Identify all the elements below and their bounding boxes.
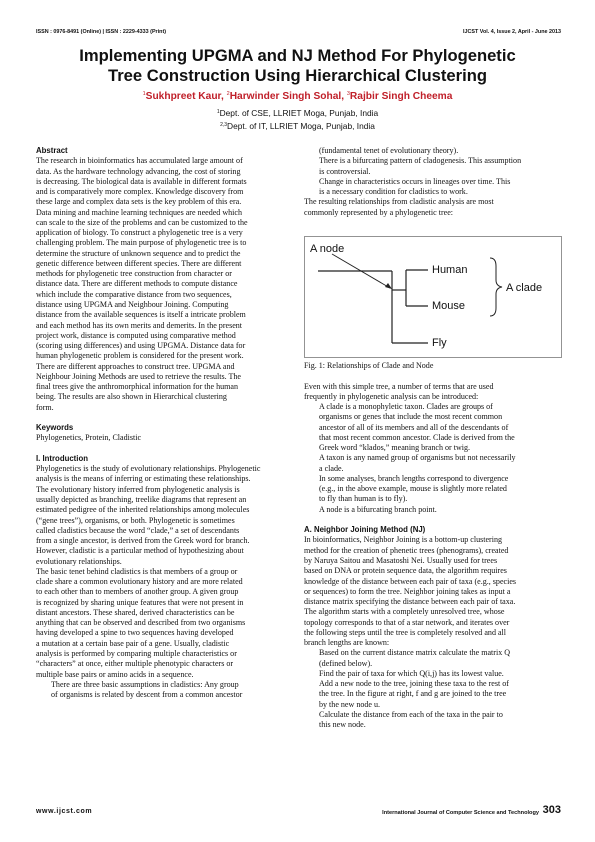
intro-line: The evolutionary history inferred from phylogenetic analysis is — [36, 484, 240, 494]
abstract-line: which include the comparative distance from two sequences, — [36, 289, 232, 299]
intro-line: called cladistics because the word “clade,” a set of descendants — [36, 525, 240, 535]
body-line: commonly represented by a phylogenetic tree: — [304, 207, 454, 217]
abstract-line: human phylogenetic problem is considered for the present work. — [36, 351, 244, 361]
nj-line: method for the creation of phenetic trees (phenograms), created — [304, 545, 509, 555]
abstract-line: methods for phylogenetic tree construction from character or — [36, 269, 232, 279]
bullet-line: • There is a bifurcating pattern of cladogenesis. This assumption — [319, 156, 562, 166]
nj-step-2 — [304, 669, 562, 710]
bullet-line: is controversial. — [319, 166, 371, 176]
title-line-1: Implementing UPGMA and NJ Method For Phylogenetic — [79, 46, 516, 65]
keywords-text: Phylogenetics, Protein, Cladistic — [36, 433, 142, 443]
bullet-line: a clade. — [319, 463, 344, 473]
intro-line: to each other than to members of another group. A given group — [36, 587, 239, 597]
abstract-line: these large and complex data sets is the key problem of this era. — [36, 197, 242, 207]
affiliation-2 — [20, 121, 575, 131]
abstract-body — [36, 156, 294, 413]
abstract-line: and is comparatively more complex. Knowledge discovery from — [36, 187, 244, 197]
nj-line: In bioinformatics, Neighbor Joining is a bottom-up clustering — [304, 535, 503, 545]
affiliation-1 — [20, 108, 575, 118]
author-3: Rajbir Singh Cheema — [349, 91, 453, 102]
bullet-line: is a necessary condition for cladistics to work. — [319, 187, 468, 197]
nj-line: branch lengths are known: — [304, 638, 390, 648]
assumption-bullet-1-continued — [304, 146, 562, 156]
abstract-line: is decreasing. The biological data is available in different formats — [36, 176, 247, 186]
abstract-line: and each method has its own merits and demerits. In the present — [36, 320, 243, 330]
intro-line: evolutionary relationships. — [36, 556, 122, 566]
bullet-line: • A clade is a monophyletic taxon. Clades are groups of — [319, 402, 562, 412]
nj-line: The algorithm starts with a completely unresolved tree, whose — [304, 607, 505, 617]
assumption-bullet-3 — [304, 177, 562, 198]
bullet-line: the tree. In the figure at right, f and g are joined to the tree — [319, 689, 507, 699]
bullet-line: to fly than human is to fly). — [319, 494, 408, 504]
body-line: frequently in phylogenetic analysis can be introduced: — [304, 391, 479, 401]
nj-step-1 — [304, 648, 562, 669]
title-line-2: Tree Construction Using Hierarchical Clustering — [108, 66, 487, 85]
bullet-line: • Based on the current distance matrix calculate the matrix Q — [319, 648, 562, 658]
abstract-line: Data mining and machine learning techniques are needed which — [36, 207, 243, 217]
term-clade — [304, 402, 562, 453]
right-column — [304, 146, 562, 218]
intro-line: distant ancestors. These shared, derived characteristics can be — [36, 607, 235, 617]
nj-step-3 — [304, 710, 562, 731]
neighbor-joining-heading: A. Neighbor Joining Method (NJ) — [304, 525, 426, 535]
introduction-heading: I. Introduction — [36, 453, 88, 463]
abstract-line: Neighbour Joining Methods are used to retrieve the results. The — [36, 371, 241, 381]
abstract-line: application of biology. To construct a phylogenetic tree is a very — [36, 228, 243, 238]
mouse-label: Mouse — [432, 300, 466, 312]
abstract-line: There are different approaches to construct tree. UPGMA and — [36, 361, 235, 371]
abstract-line: distance data. There are different methods to compute distance — [36, 279, 238, 289]
intro-line: analysis is performed by comparing multiple characteristics or — [36, 648, 237, 658]
bullet-line: (fundamental tenet of evolutionary theory). — [319, 146, 459, 155]
nj-line: by Naruya Saitou and Masatoshi Nei. Usually used for trees — [304, 556, 498, 566]
intro-line: is recognized by sharing unique features that were not present in — [36, 597, 244, 607]
header-journal-issue: IJCST Vol. 4, Issue 2, April - June 2013 — [463, 29, 561, 35]
abstract-line: project work, distance is computed using comparative method — [36, 330, 236, 340]
page-number: 303 — [542, 804, 561, 816]
bullet-line: • In some analyses, branch lengths correspond to divergence — [319, 474, 562, 484]
intro-line: anything that can be observed and described from two organisms — [36, 618, 246, 628]
intro-line: having developed a spine to two sequences having developed — [36, 628, 234, 638]
intro-line: The basic tenet behind cladistics is that members of a group or — [36, 566, 238, 576]
introduction-body — [36, 464, 294, 680]
abstract-line: can scale to the size of the problems and can be customized to the — [36, 217, 248, 227]
bullet-line: ancestor of all of its members and all of the descendants of — [319, 422, 509, 432]
nj-line: distance matrix specifying the distance between each pair of taxa. — [304, 597, 516, 607]
footer-journal-name: International Journal of Computer Science and Technology — [382, 810, 539, 816]
author-1: Sukhpreet Kaur, — [145, 91, 227, 102]
abstract-line: genetic difference between different species. There are different — [36, 258, 242, 268]
affiliation-1-text: Dept. of CSE, LLRIET Moga, Punjab, India — [219, 108, 379, 118]
author-1-sup: 1 — [142, 91, 146, 97]
node-label: A node — [310, 243, 345, 255]
term-branch-lengths — [304, 474, 562, 505]
figure-caption: Fig. 1: Relationships of Clade and Node — [304, 361, 434, 370]
abstract-line: (scoring using differences) and using UPGMA. Distance data for — [36, 341, 246, 351]
nj-line: topology corresponds to that of a star network, and iterates over — [304, 617, 510, 627]
bullet-line: Add a new node to the tree, joining these taxa to the rest of — [319, 679, 509, 689]
intro-line: (“gene trees”), organisms, or both. Phylogenetic is sometimes — [36, 515, 235, 525]
assumption-bullet-1 — [36, 680, 294, 701]
intro-line: multiple base pairs or amino acids in a sequence. — [36, 669, 194, 679]
author-2: Harwinder Singh Sohal, — [229, 91, 347, 102]
left-column — [36, 146, 294, 700]
human-label: Human — [432, 264, 468, 276]
intro-line: from a single ancestor, is derived from the Greek word for branch. — [36, 536, 250, 546]
body-line: Even with this simple tree, a number of terms that are used — [304, 381, 494, 391]
header-issn: ISSN : 0976-8491 (Online) | ISSN : 2229-4333 (Print) — [36, 29, 167, 35]
abstract-line: being. The results are also shown in Hierarchical clustering — [36, 392, 227, 402]
keywords-heading: Keywords — [36, 423, 74, 433]
intro-line: analysis is the means of inferring or estimating these relationships. — [36, 474, 251, 484]
bullet-line: • Calculate the distance from each of the taxa in the pair to — [319, 710, 562, 720]
bullet-line: • Change in characteristics occurs in lineages over time. This — [319, 177, 562, 187]
bullet-line: of organisms is related by descent from a common ancestor — [51, 690, 243, 700]
nj-line: based on DNA or protein sequence data, the algorithm requires — [304, 566, 507, 576]
intro-line: clade share a common evolutionary history and are more related — [36, 577, 243, 587]
abstract-line: form. — [36, 402, 54, 412]
right-column-lower — [304, 361, 562, 731]
abstract-line: final trees give the anthromorphical information for the human — [36, 382, 239, 392]
abstract-line: challenging problem. The main purpose of phylogenetic tree is to — [36, 238, 247, 248]
neighbor-joining-body — [304, 535, 562, 648]
assumption-bullet-2 — [304, 156, 562, 177]
intro-line: However, cladistic is a particular method of hypothesizing about — [36, 546, 244, 556]
bullet-line: organisms or genes that include the most recent common — [319, 412, 503, 422]
term-node — [304, 505, 562, 515]
bullet-line: by the new node u. — [319, 699, 381, 709]
paper-title — [20, 46, 575, 86]
abstract-line: distance from the available sequences is itself a intricate problem — [36, 310, 246, 320]
abstract-line: The research in bioinformatics has accumulated large amount of — [36, 156, 243, 166]
intro-line: Phylogenetics is the study of evolutionary relationships. Phylogenetic — [36, 464, 261, 474]
intro-line: a mutation at a certain base pair of a gene. Usually, cladistic — [36, 638, 230, 648]
body-line: The resulting relationships from cladistic analysis are most — [304, 197, 494, 207]
phylogenetic-tree-diagram — [304, 236, 562, 358]
intro-line: estimated pedigree of the inherited relationships among molecules — [36, 505, 250, 515]
fly-label: Fly — [432, 337, 447, 349]
nj-line: or sequences) to form the tree. Neighbor joining takes as input a — [304, 586, 511, 596]
nj-line: knowledge of the distance between each pair of taxa (e.g., species — [304, 576, 517, 586]
bullet-line: that most recent common ancestor. Clade is derived from the — [319, 432, 515, 442]
affiliation-1-sup: 1 — [216, 109, 220, 115]
bullet-line: • Find the pair of taxa for which Q(i,j) has its lowest value. — [319, 669, 562, 679]
intro-line: usually depicted as branching, treelike diagrams that represent an — [36, 495, 247, 504]
figure-clade-node — [304, 236, 562, 358]
abstract-heading: Abstract — [36, 146, 68, 155]
abstract-line: distance using UPGMA and Neighbour Joining. Computing — [36, 299, 229, 309]
bullet-line: • A taxon is any named group of organisms but not necessarily — [319, 453, 562, 463]
clade-label: A clade — [506, 282, 543, 294]
footer-website: www.ijcst.com — [36, 808, 93, 815]
abstract-line: determine the structure of unknown sequence and to predict the — [36, 248, 241, 258]
nj-line: the following steps until the tree is completely resolved and all — [304, 627, 507, 637]
bullet-line: Greek word “klados,” meaning branch or twig. — [319, 443, 471, 453]
affiliation-2-sup: 2,3 — [220, 122, 228, 128]
affiliation-2-text: Dept. of IT, LLRIET Moga, Punjab, India — [227, 121, 375, 131]
author-2-sup: 2 — [226, 91, 230, 97]
author-3-sup: 3 — [346, 91, 350, 97]
abstract-line: data. As the hardware technology advancing, the cost of storing — [36, 166, 241, 176]
bullet-line: (e.g., in the above example, mouse is slightly more related — [319, 484, 507, 494]
author-list — [20, 91, 575, 102]
bullet-line: • There are three basic assumptions in cladistics: Any group — [51, 680, 294, 690]
intro-line: “characters” at once, either multiple phenotypic characters or — [36, 659, 234, 669]
bullet-line: this new node. — [319, 720, 366, 730]
bullet-line: (defined below). — [319, 658, 373, 668]
term-taxon — [304, 453, 562, 474]
bullet-line: • A node is a bifurcating branch point. — [319, 505, 562, 515]
